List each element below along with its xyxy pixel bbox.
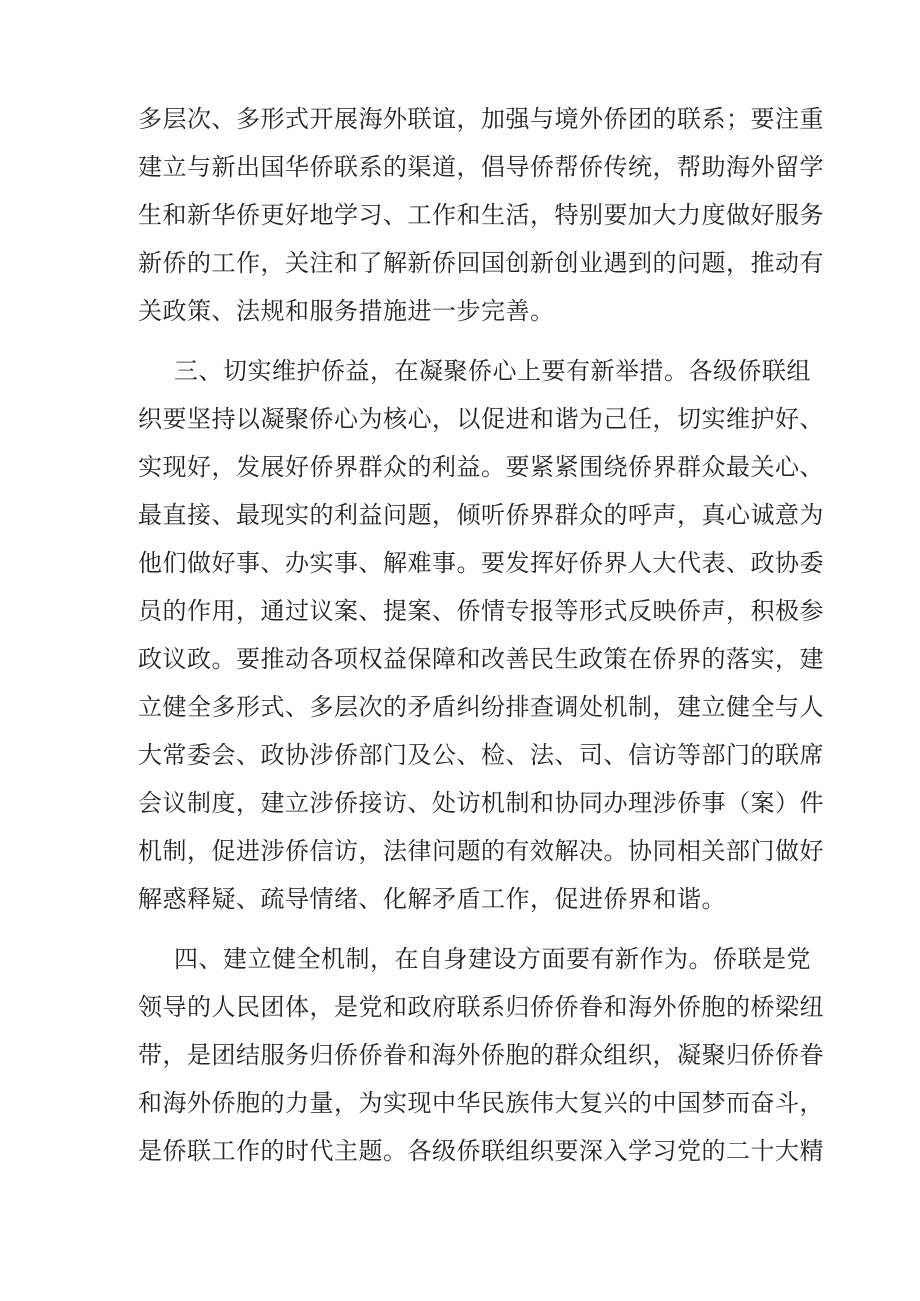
paragraph-2-line-4: 最直接、最现实的利益问题，倾听侨界群众的呼声，真心诚意为	[138, 501, 824, 529]
paragraph-3-line-3: 带，是团结服务归侨侨眷和海外侨胞的群众组织，凝聚归侨侨眷	[138, 1041, 824, 1069]
paragraph-1-line-5: 关政策、法规和服务措施进一步完善。	[138, 297, 555, 325]
paragraph-3-line-2: 领导的人民团体，是党和政府联系归侨侨眷和海外侨胞的桥梁纽	[138, 993, 824, 1021]
paragraph-3-line-4: 和海外侨胞的力量，为实现中华民族伟大复兴的中国梦而奋斗，	[138, 1089, 824, 1117]
paragraph-2-line-9: 大常委会、政协涉侨部门及公、检、法、司、信访等部门的联席	[138, 741, 824, 769]
paragraph-2-line-11: 机制，促进涉侨信访，法律问题的有效解决。协同相关部门做好	[138, 837, 824, 865]
paragraph-2-line-2: 织要坚持以凝聚侨心为核心，以促进和谐为己任，切实维护好、	[138, 405, 824, 433]
paragraph-1-line-2: 建立与新出国华侨联系的渠道，倡导侨帮侨传统，帮助海外留学	[138, 153, 824, 181]
paragraph-2-line-6: 员的作用，通过议案、提案、侨情专报等形式反映侨声，积极参	[138, 597, 824, 625]
paragraph-2-line-10: 会议制度，建立涉侨接访、处访机制和协同办理涉侨事（案）件	[138, 789, 824, 817]
paragraph-3-line-5: 是侨联工作的时代主题。各级侨联组织要深入学习党的二十大精	[138, 1137, 824, 1165]
paragraph-2-line-1: 三、切实维护侨益，在凝聚侨心上要有新举措。各级侨联组	[174, 357, 811, 385]
paragraph-2-line-12: 解惑释疑、疏导情绪、化解矛盾工作，促进侨界和谐。	[138, 885, 726, 913]
paragraph-3-line-1: 四、建立健全机制，在自身建设方面要有新作为。侨联是党	[174, 945, 811, 973]
paragraph-2-line-7: 政议政。要推动各项权益保障和改善民生政策在侨界的落实，建	[138, 645, 824, 673]
paragraph-1-line-3: 生和新华侨更好地学习、工作和生活，特别要加大力度做好服务	[138, 201, 824, 229]
paragraph-2-line-5: 他们做好事、办实事、解难事。要发挥好侨界人大代表、政协委	[138, 549, 824, 577]
paragraph-2-line-3: 实现好，发展好侨界群众的利益。要紧紧围绕侨界群众最关心、	[138, 453, 824, 481]
paragraph-1-line-1: 多层次、多形式开展海外联谊，加强与境外侨团的联系；要注重	[138, 105, 824, 133]
paragraph-1-line-4: 新侨的工作，关注和了解新侨回国创新创业遇到的问题，推动有	[138, 249, 824, 277]
paragraph-2-line-8: 立健全多形式、多层次的矛盾纠纷排查调处机制，建立健全与人	[138, 693, 824, 721]
